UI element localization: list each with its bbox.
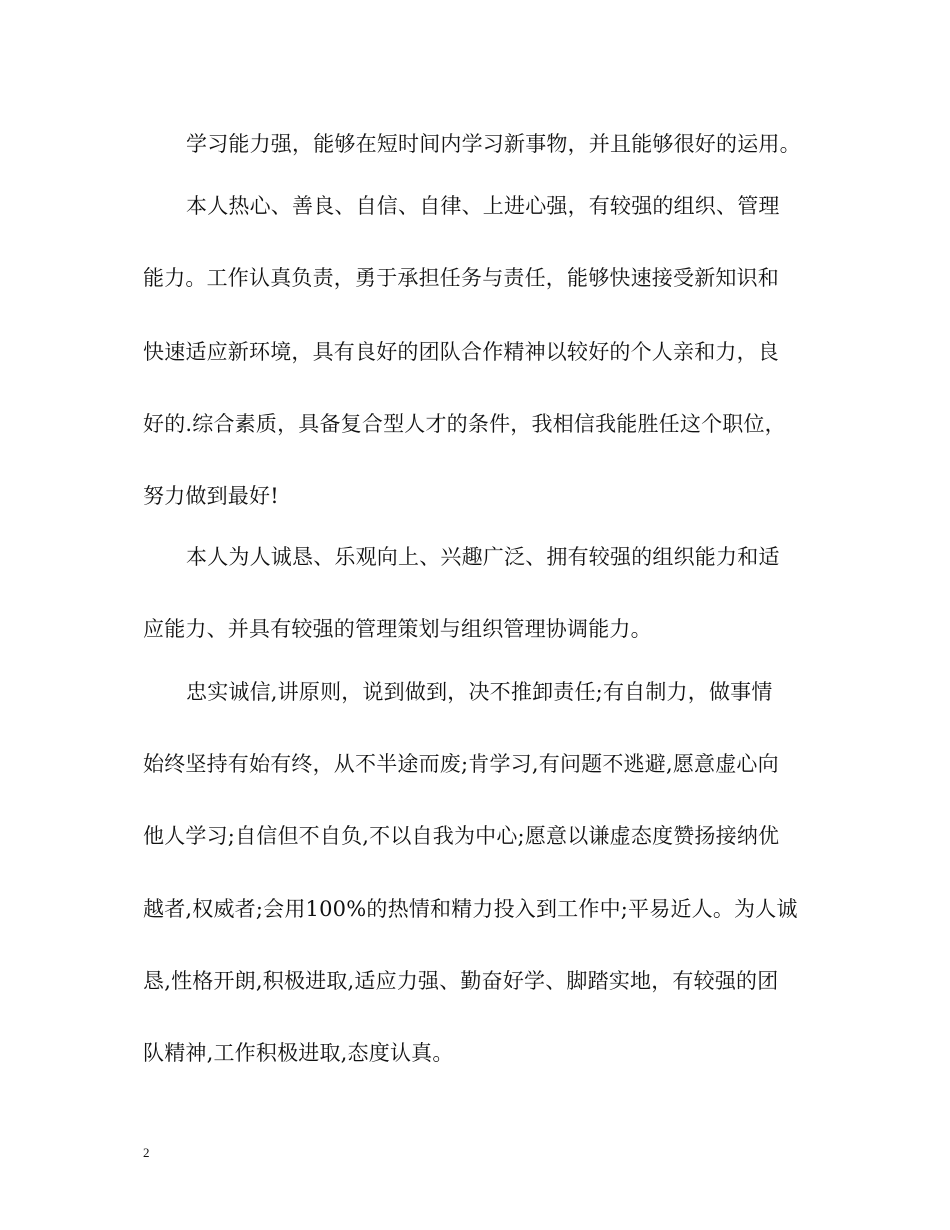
text-line: 队精神,工作积极进取,态度认真。 [143, 1041, 454, 1065]
text-line: 越者,权威者;会用100%的热情和精力投入到工作中;平易近人。为人诚 [143, 897, 798, 921]
text-line: 恳,性格开朗,积极进取,适应力强、勤奋好学、脚踏实地，有较强的团 [143, 969, 779, 993]
page-number: 2 [143, 1145, 150, 1160]
text-line: 本人热心、善良、自信、自律、上进心强，有较强的组织、管理 [186, 194, 780, 218]
text-line: 始终坚持有始有终，从不半途而废;肯学习,有问题不逃避,愿意虚心向 [143, 752, 779, 776]
text-line: 忠实诚信,讲原则，说到做到，决不推卸责任;有自制力，做事情 [186, 680, 773, 704]
text-line: 努力做到最好! [143, 484, 279, 508]
text-line: 快速适应新环境，具有良好的团队合作精神以较好的个人亲和力，良 [143, 340, 779, 364]
text-line: 他人学习;自信但不自负,不以自我为中心;愿意以谦虚态度赞扬接纳优 [143, 824, 780, 848]
text-line: 能力。工作认真负责，勇于承担任务与责任，能够快速接受新知识和 [143, 266, 779, 290]
text-line: 本人为人诚恳、乐观向上、兴趣广泛、拥有较强的组织能力和适 [186, 545, 780, 569]
text-line: 学习能力强，能够在短时间内学习新事物，并且能够很好的运用。 [186, 132, 801, 156]
text-line: 好的.综合素质，具备复合型人才的条件，我相信我能胜任这个职位， [143, 412, 786, 436]
text-line: 应能力、并具有较强的管理策划与组织管理协调能力。 [143, 617, 652, 641]
